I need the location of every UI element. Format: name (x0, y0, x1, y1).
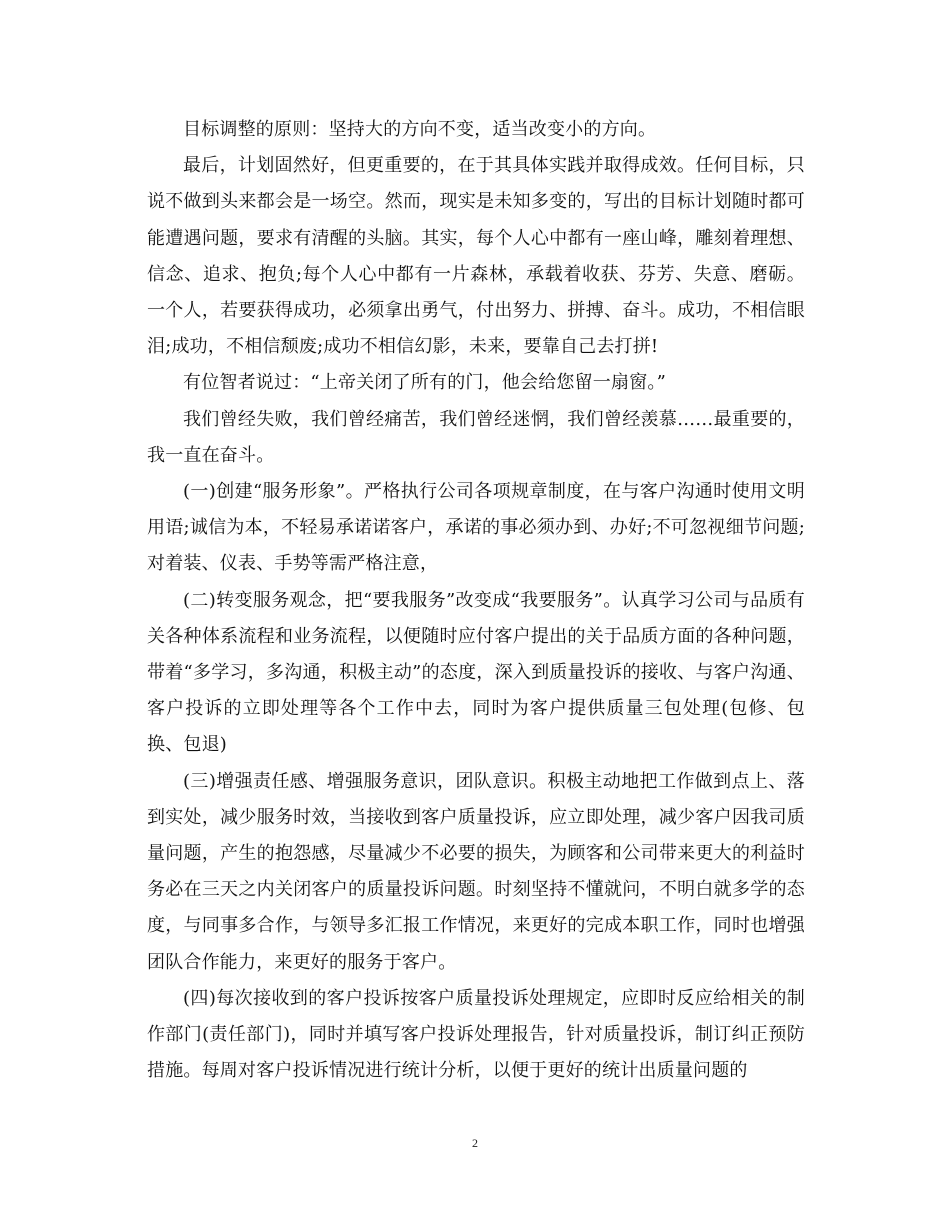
paragraph-struggle: 我们曾经失败，我们曾经痛苦，我们曾经迷惘，我们曾经羡慕……最重要的，我一直在奋斗。 (147, 408, 805, 466)
paragraph-goal-principle: 目标调整的原则：坚持大的方向不变，适当改变小的方向。 (183, 119, 657, 140)
paragraph-item-1: (一)创建“服务形象”。严格执行公司各项规章制度，在与客户沟通时使用文明用语;诚信为本，不轻易承诺诺客户，承诺的事必须办到、办好;不可忽视细节问题;对着装、仪表、手势等需严格注意， (147, 481, 805, 575)
paragraph-item-2: (二)转变服务观念，把“要我服务”改变成“我要服务”。认真学习公司与品质有关各种体系流程和业务流程，以便随时应付客户提出的关于品质方面的各种问题，带着“多学习，多沟通，积极主动”的态度，深入到质量投诉的接收、与客户沟通、客户投诉的立即处理等各个工作中去，同时为客户提供质量三包处理(包修、包换、包退) (147, 589, 805, 756)
page-number: 2 (472, 1136, 478, 1150)
document-body (147, 112, 805, 1089)
paragraph-wise-quote: 有位智者说过：“上帝关闭了所有的门，他会给您留一扇窗。” (183, 372, 667, 394)
paragraph-plan-practice: 最后，计划固然好，但更重要的，在于其具体实践并取得成效。任何目标，只说不做到头来都会是一场空。然而，现实是未知多变的，写出的目标计划随时都可能遭遇问题，要求有清醒的头脑。其实，每个人心中都有一座山峰，雕刻着理想、信念、追求、抱负;每个人心中都有一片森林，承载着收获、芬芳、失意、磨砺。一个人，若要获得成功，必须拿出勇气，付出努力、拼搏、奋斗。成功，不相信眼泪;成功，不相信颓废;成功不相信幻影，未来，要靠自己去打拼! (147, 155, 805, 358)
paragraph-item-4: (四)每次接收到的客户投诉按客户质量投诉处理规定，应即时反应给相关的制作部门(责任部门)，同时并填写客户投诉处理报告，针对质量投诉，制订纠正预防措施。每周对客户投诉情况进行统计分析，以便于更好的统计出质量问题的 (147, 987, 805, 1082)
paragraph-item-3: (三)增强责任感、增强服务意识，团队意识。积极主动地把工作做到点上、落到实处，减少服务时效，当接收到客户质量投诉，应立即处理，减少客户因我司质量问题，产生的抱怨感，尽量减少不必要的损失，为顾客和公司带来更大的利益时务必在三天之内关闭客户的质量投诉问题。时刻坚持不懂就问，不明白就多学的态度，与同事多合作，与领导多汇报工作情况，来更好的完成本职工作，同时也增强团队合作能力，来更好的服务于客户。 (147, 770, 805, 973)
